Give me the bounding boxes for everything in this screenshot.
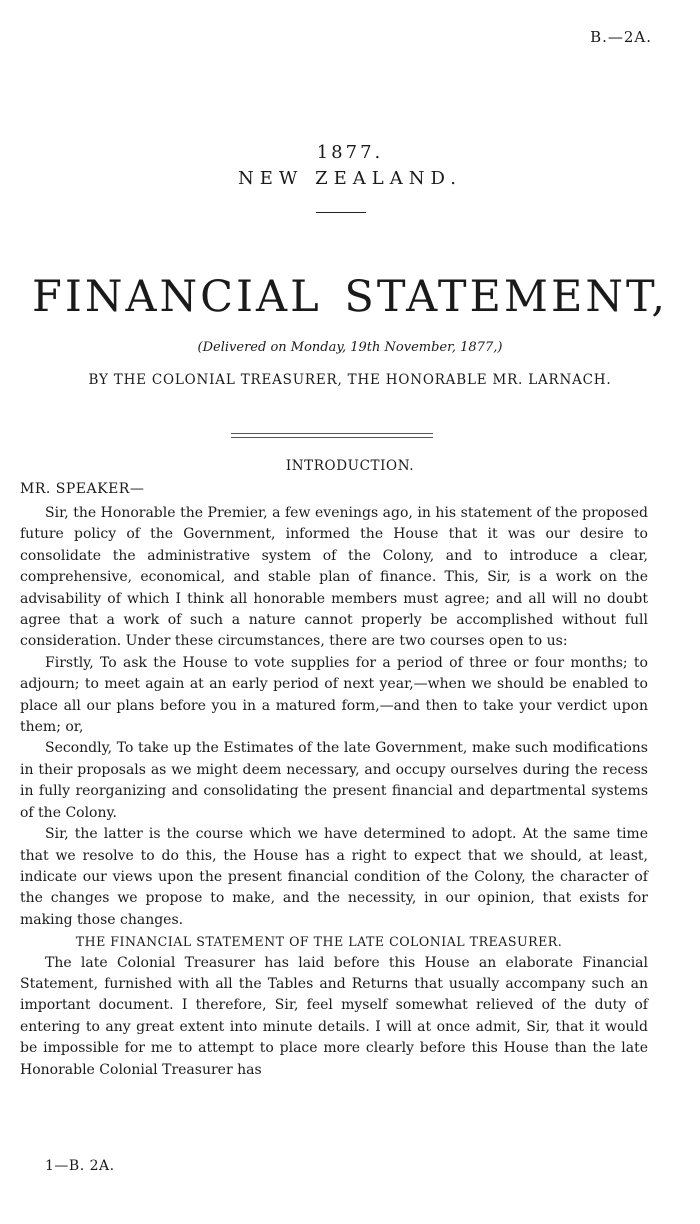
page-marker: 1—B. 2A. xyxy=(45,1158,115,1174)
delivery-date: (Delivered on Monday, 19th November, 1877,) xyxy=(197,340,503,355)
paragraph-latter-course: Sir, the latter is the course which we have determined to adopt. At the same time that we resolve to do this, the House has a right to expect that we should, at least, indicate our views upon the present financial condition of the Colony, the character of the changes we propose to make, and the necessity, in our opinion, that exists for making those changes. xyxy=(20,826,648,928)
short-divider xyxy=(316,212,366,213)
paragraph-firstly: Firstly, To ask the House to vote supplies for a period of three or four months; to adjourn; to meet again at an early period of next year,—when we should be enabled to place all our plans before you in a matured form,—and then to take your verdict upon them; or, xyxy=(20,654,648,736)
document-reference: B.—2A. xyxy=(590,28,652,46)
salutation: MR. SPEAKER— xyxy=(20,481,145,497)
paragraph-secondly: Secondly, To take up the Estimates of the late Government, make such modifications in their proposals as we might deem necessary, and occupy ourselves during the recess in fully reorganizing and consolidating the present financial and departmental systems of the Colony. xyxy=(20,740,648,821)
introduction-heading: INTRODUCTION. xyxy=(285,458,415,474)
author-byline: BY THE COLONIAL TREASURER, THE HONORABLE MR. LARNACH. xyxy=(88,372,612,388)
title-word-statement: STATEMENT, xyxy=(344,272,668,322)
title-word-financial: FINANCIAL xyxy=(32,272,322,322)
document-title xyxy=(32,272,668,322)
double-divider-bottom xyxy=(231,437,433,438)
double-divider-top xyxy=(231,433,433,434)
paragraph-intro: Sir, the Honorable the Premier, a few evenings ago, in his statement of the proposed future policy of the Government, informed the House that it was our desire to consolidate the administrative system of the Colony, and to introduce a clear, comprehensive, economical, and stable plan of finance. This, Sir, is a work on the advisability of which I think all honorable members must agree; and all will no doubt agree that a work of such a nature cannot properly be accomplished without full consideration. Under these circumstances, there are two courses open to us: xyxy=(20,505,648,650)
body-text xyxy=(20,503,648,1081)
paragraph-late-treasurer: The late Colonial Treasurer has laid before this House an elaborate Financial Statement, furnished with all the Tables and Returns that usually accompany such an important document. I therefore, Sir, feel myself somewhat relieved of the duty of entering to any great extent into minute details. I will at once admit, Sir, that it would be impossible for me to attempt to place more clearly before this House than the late Honorable Colonial Treasurer has xyxy=(20,954,648,1078)
section-heading-late-treasurer: THE FINANCIAL STATEMENT OF THE LATE COLONIAL TREASURER. xyxy=(75,934,563,950)
country-heading: NEW ZEALAND. xyxy=(238,168,462,189)
document-year: 1877. xyxy=(316,142,384,163)
